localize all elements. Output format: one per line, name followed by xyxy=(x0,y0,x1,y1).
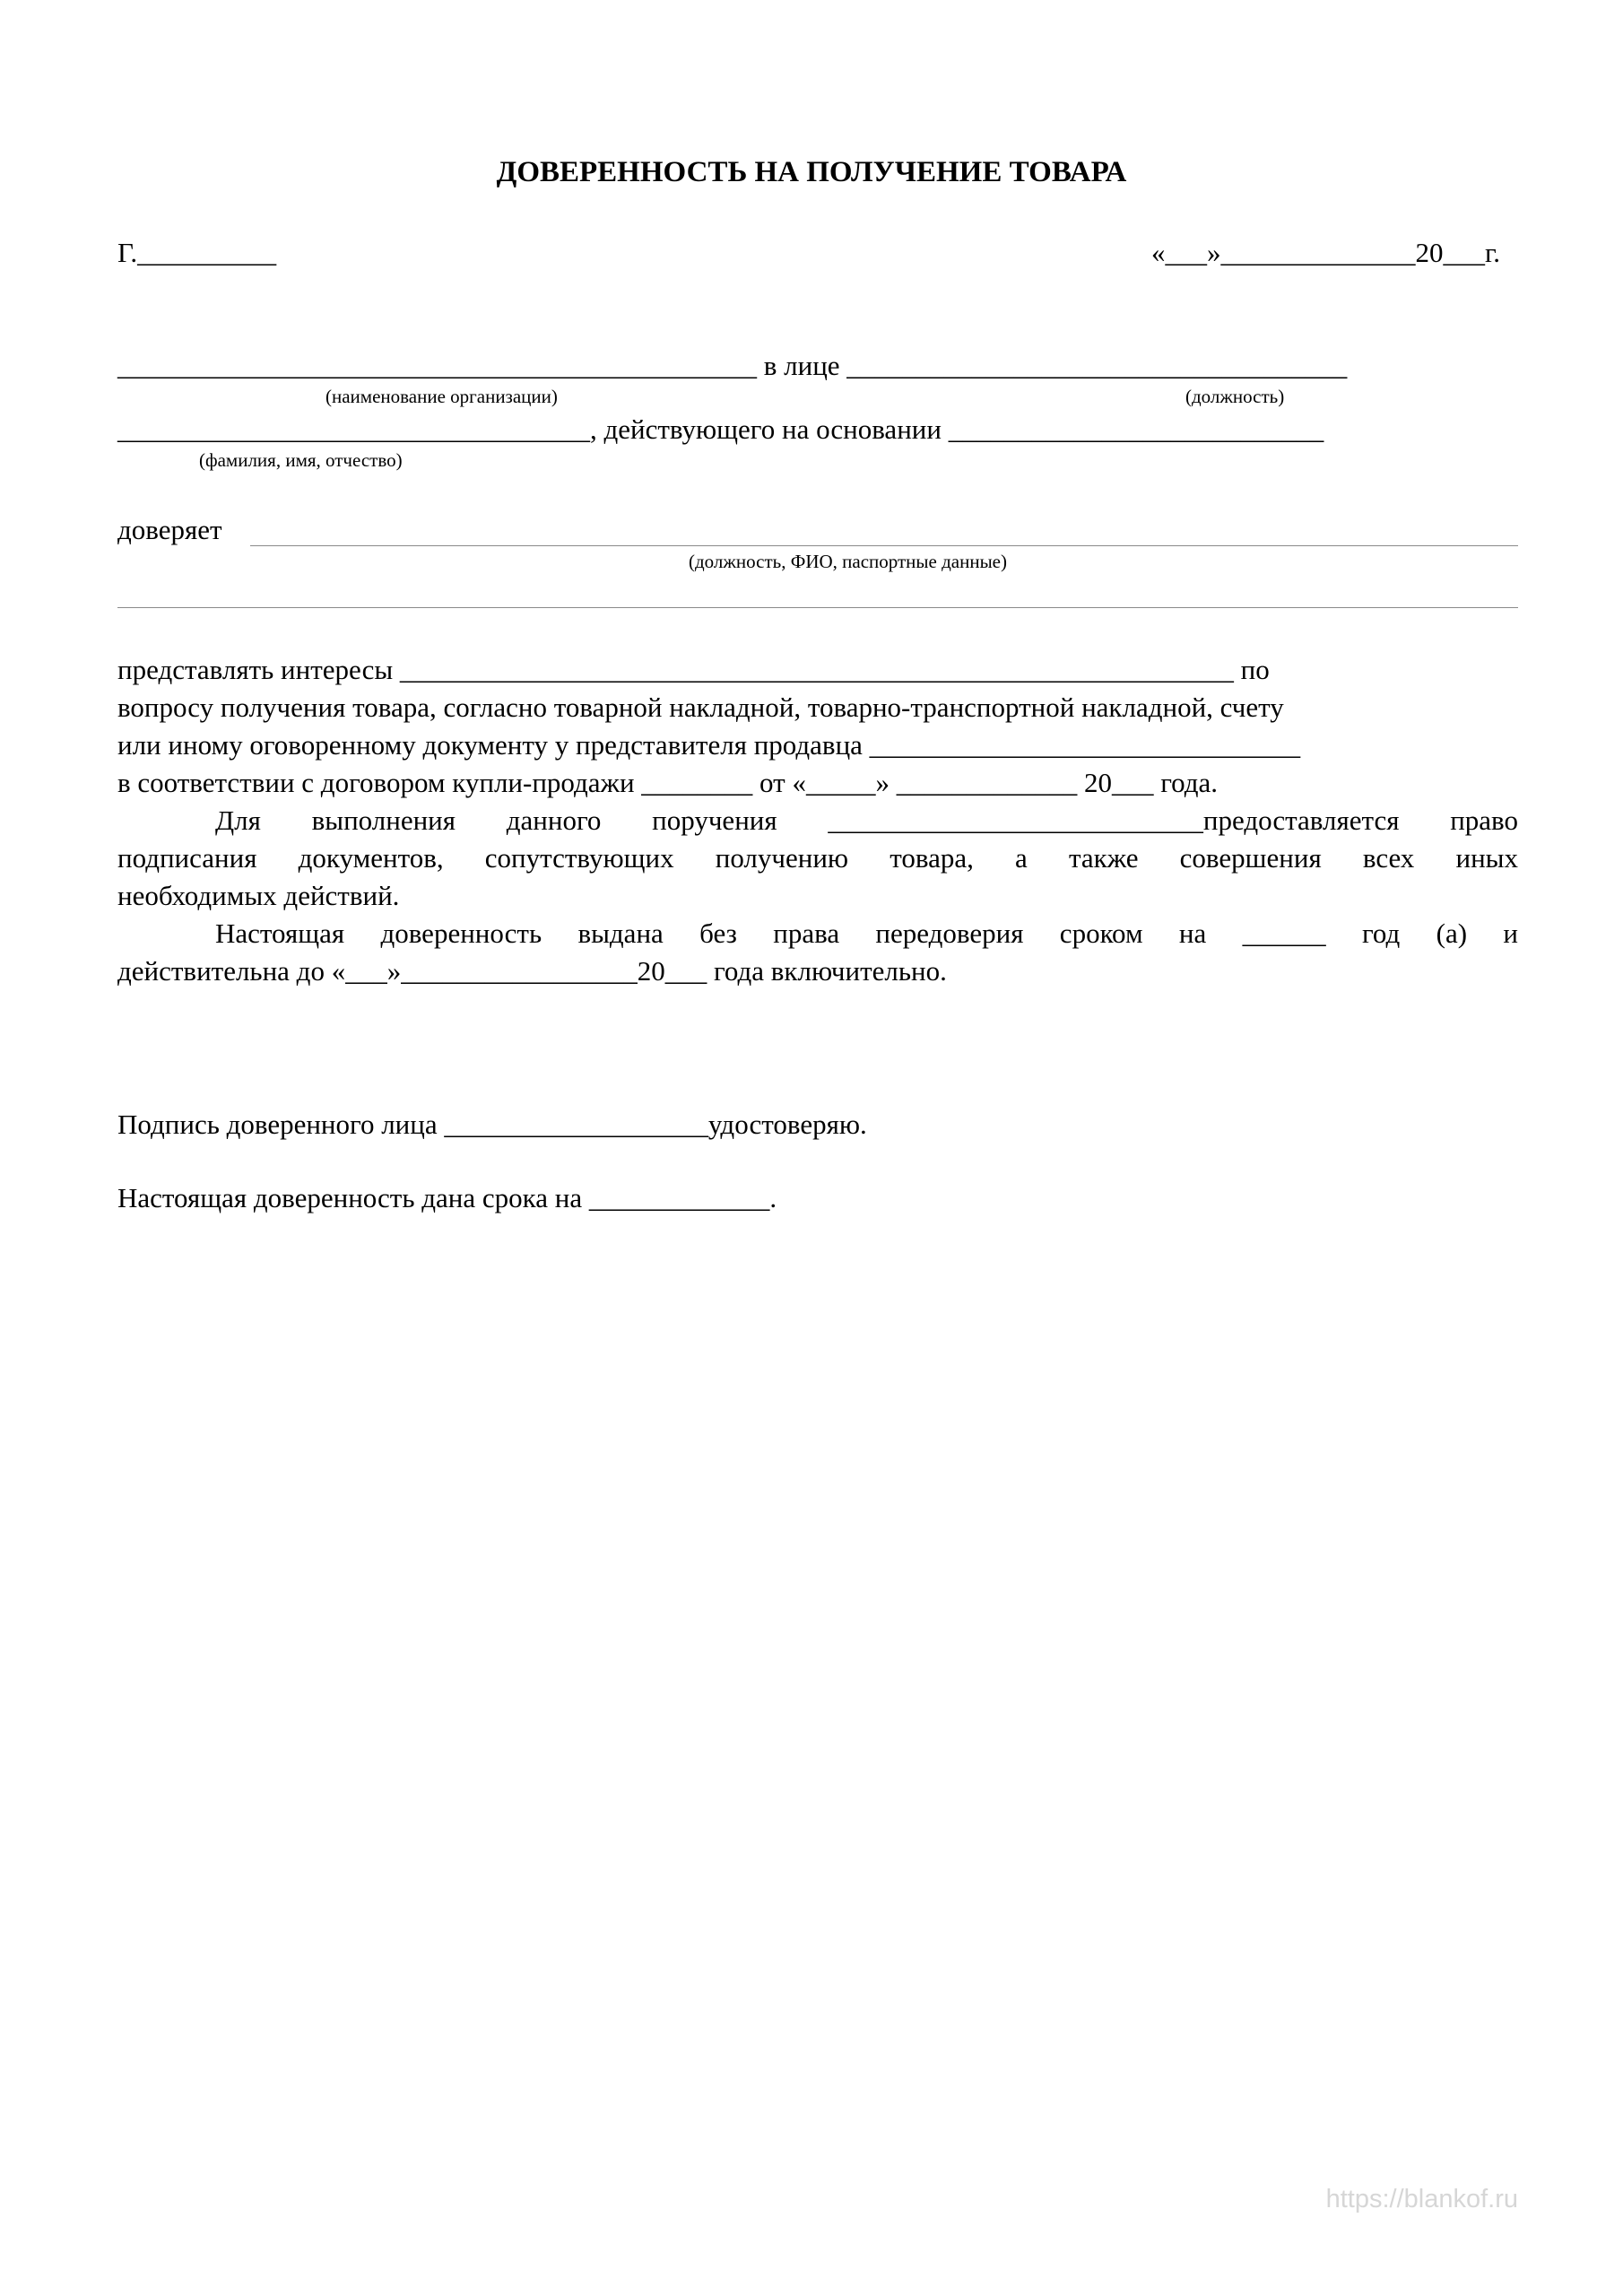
trustee-underline xyxy=(250,545,1518,546)
body-line: представлять интересы ____________________________________________________________ по xyxy=(117,654,1270,685)
caption-organization: (наименование организации) xyxy=(325,386,558,407)
body-line: в соответствии с договором купли-продажи ________ от «_____» _____________ 20___ года. xyxy=(117,767,1219,798)
body-line: действительна до «___»_________________20___ года включительно. xyxy=(117,955,947,987)
date-field: «___»______________20___г. xyxy=(1151,237,1500,268)
document-title: ДОВЕРЕННОСТЬ НА ПОЛУЧЕНИЕ ТОВАРА xyxy=(496,156,1127,188)
org-line: ______________________________________________ в лице ____________________________________ xyxy=(117,350,1348,381)
caption-position: (должность) xyxy=(1185,386,1285,407)
trustee-extra-line xyxy=(117,607,1518,608)
body-line: Для выполнения данного поручения ___________________________предоставляется право xyxy=(215,804,1518,836)
trustee-label: доверяет xyxy=(117,514,222,545)
body-line: подписания документов, сопутствующих получению товара, а также совершения всех иных xyxy=(117,842,1518,874)
term-line: Настоящая доверенность дана срока на _____________. xyxy=(117,1182,777,1213)
body-line: или иному оговоренному документу у представителя продавца _______________________________ xyxy=(117,729,1301,761)
body-line: необходимых действий. xyxy=(117,880,400,911)
watermark-url: https://blankof.ru xyxy=(1325,2185,1518,2213)
body-line: Настоящая доверенность выдана без права передоверия сроком на ______ год (а) и xyxy=(215,918,1518,949)
body-line: вопросу получения товара, согласно товарной накладной, товарно-транспортной накладной, счету xyxy=(117,691,1284,723)
caption-fio: (фамилия, имя, отчество) xyxy=(199,449,403,471)
city-field: Г.__________ xyxy=(117,237,277,268)
fio-line: __________________________________, действующего на основании ___________________________ xyxy=(117,413,1324,445)
caption-trustee: (должность, ФИО, паспортные данные) xyxy=(689,551,1007,572)
signature-line: Подпись доверенного лица ___________________удостоверяю. xyxy=(117,1109,867,1140)
